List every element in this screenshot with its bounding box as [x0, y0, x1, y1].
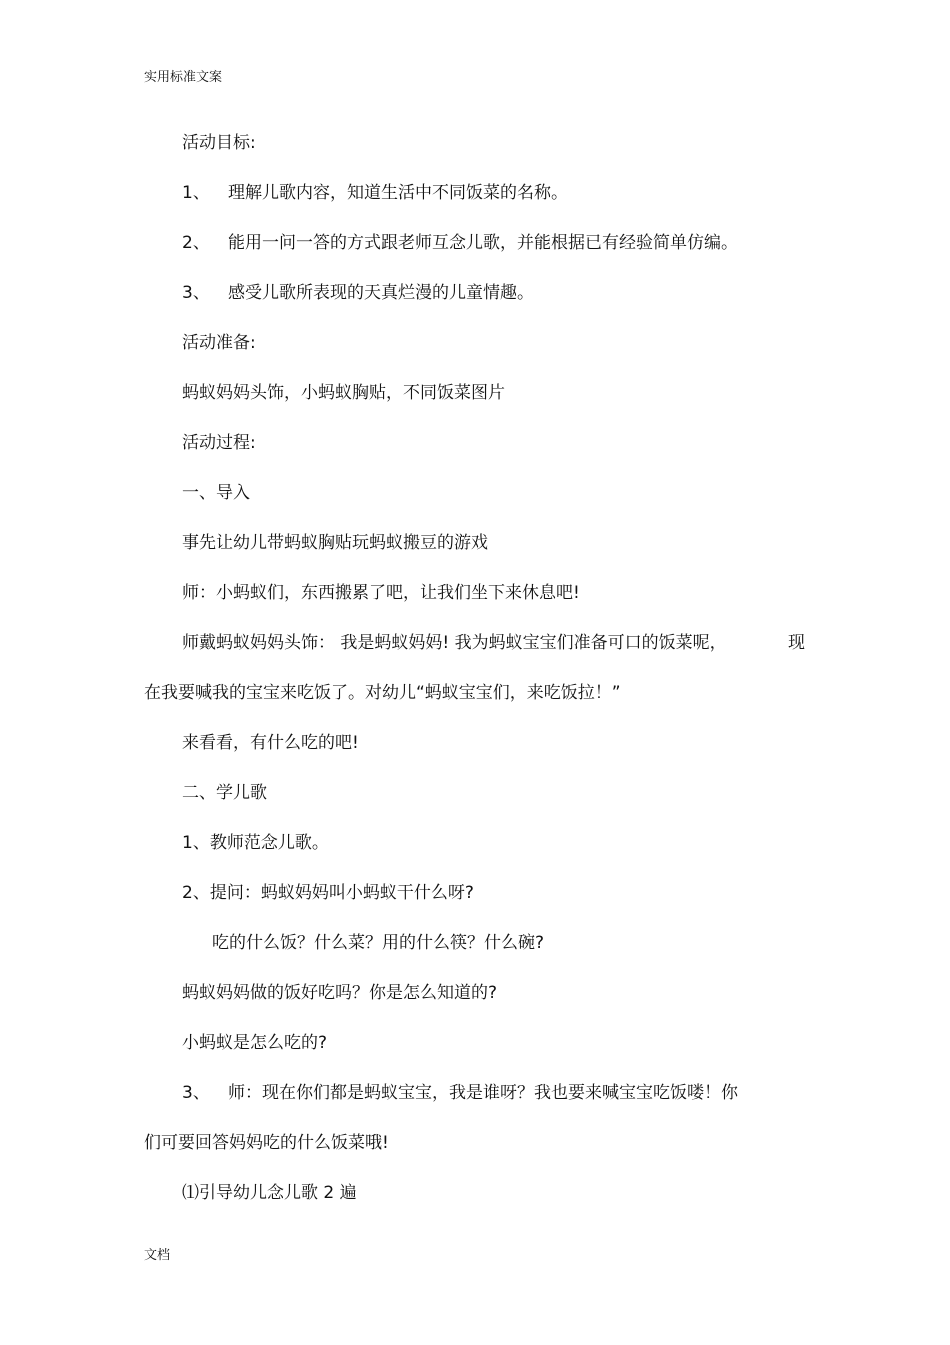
section2-item-3 [182, 1081, 738, 1105]
section1-line-5: 来看看，有什么吃的吧! [182, 733, 359, 753]
goal-number: 1、 [182, 183, 210, 203]
section1-line-4: 在我要喊我的宝宝来吃饭了。对幼儿“蚂蚁宝宝们，来吃饭拉！” [144, 683, 621, 703]
page-header: 实用标准文案 [144, 70, 223, 85]
goal-number: 3、 [182, 283, 210, 303]
section2-title: 二、学儿歌 [182, 783, 267, 803]
section2-item-2: 2、提问：蚂蚁妈妈叫小蚂蚁干什么呀? [182, 883, 474, 903]
section1-line-1: 事先让幼儿带蚂蚁胸贴玩蚂蚁搬豆的游戏 [182, 533, 488, 553]
item-text: 师：现在你们都是蚂蚁宝宝，我是谁呀？我也要来喊宝宝吃饭喽！你 [228, 1083, 738, 1103]
section2-item-1: 1、教师范念儿歌。 [182, 833, 329, 853]
goal-text: 感受儿歌所表现的天真烂漫的儿童情趣。 [228, 283, 534, 303]
goal-item-1 [182, 181, 568, 205]
goal-item-2 [182, 231, 738, 255]
goal-text: 理解儿歌内容，知道生活中不同饭菜的名称。 [228, 183, 568, 203]
section2-question-3: 小蚂蚁是怎么吃的? [182, 1033, 328, 1053]
prep-title: 活动准备: [182, 333, 256, 353]
section1-line-2: 师：小蚂蚁们，东西搬累了吧，让我们坐下来休息吧! [182, 583, 580, 603]
prep-text: 蚂蚁妈妈头饰，小蚂蚁胸贴，不同饭菜图片 [182, 383, 505, 403]
goal-number: 2、 [182, 233, 210, 253]
process-title: 活动过程: [182, 433, 256, 453]
section1-title: 一、导入 [182, 483, 250, 503]
goal-item-3 [182, 281, 534, 305]
section2-item-2-sub: 吃的什么饭？什么菜？用的什么筷？什么碗? [212, 933, 545, 953]
section1-line-3: 师戴蚂蚁妈妈头饰： 我是蚂蚁妈妈! 我为蚂蚁宝宝们准备可口的饭菜呢， [182, 633, 727, 653]
item-number: 3、 [182, 1083, 210, 1103]
section2-sub-1: ⑴引导幼儿念儿歌 2 遍 [182, 1183, 357, 1203]
section2-question-2: 蚂蚁妈妈做的饭好吃吗？你是怎么知道的? [182, 983, 498, 1003]
section1-line-3-end: 现 [788, 633, 805, 653]
section2-item-3-cont: 们可要回答妈妈吃的什么饭菜哦! [144, 1133, 389, 1153]
goal-text: 能用一问一答的方式跟老师互念儿歌，并能根据已有经验简单仿编。 [228, 233, 738, 253]
page-footer: 文档 [144, 1248, 171, 1263]
goals-title: 活动目标: [182, 133, 256, 153]
